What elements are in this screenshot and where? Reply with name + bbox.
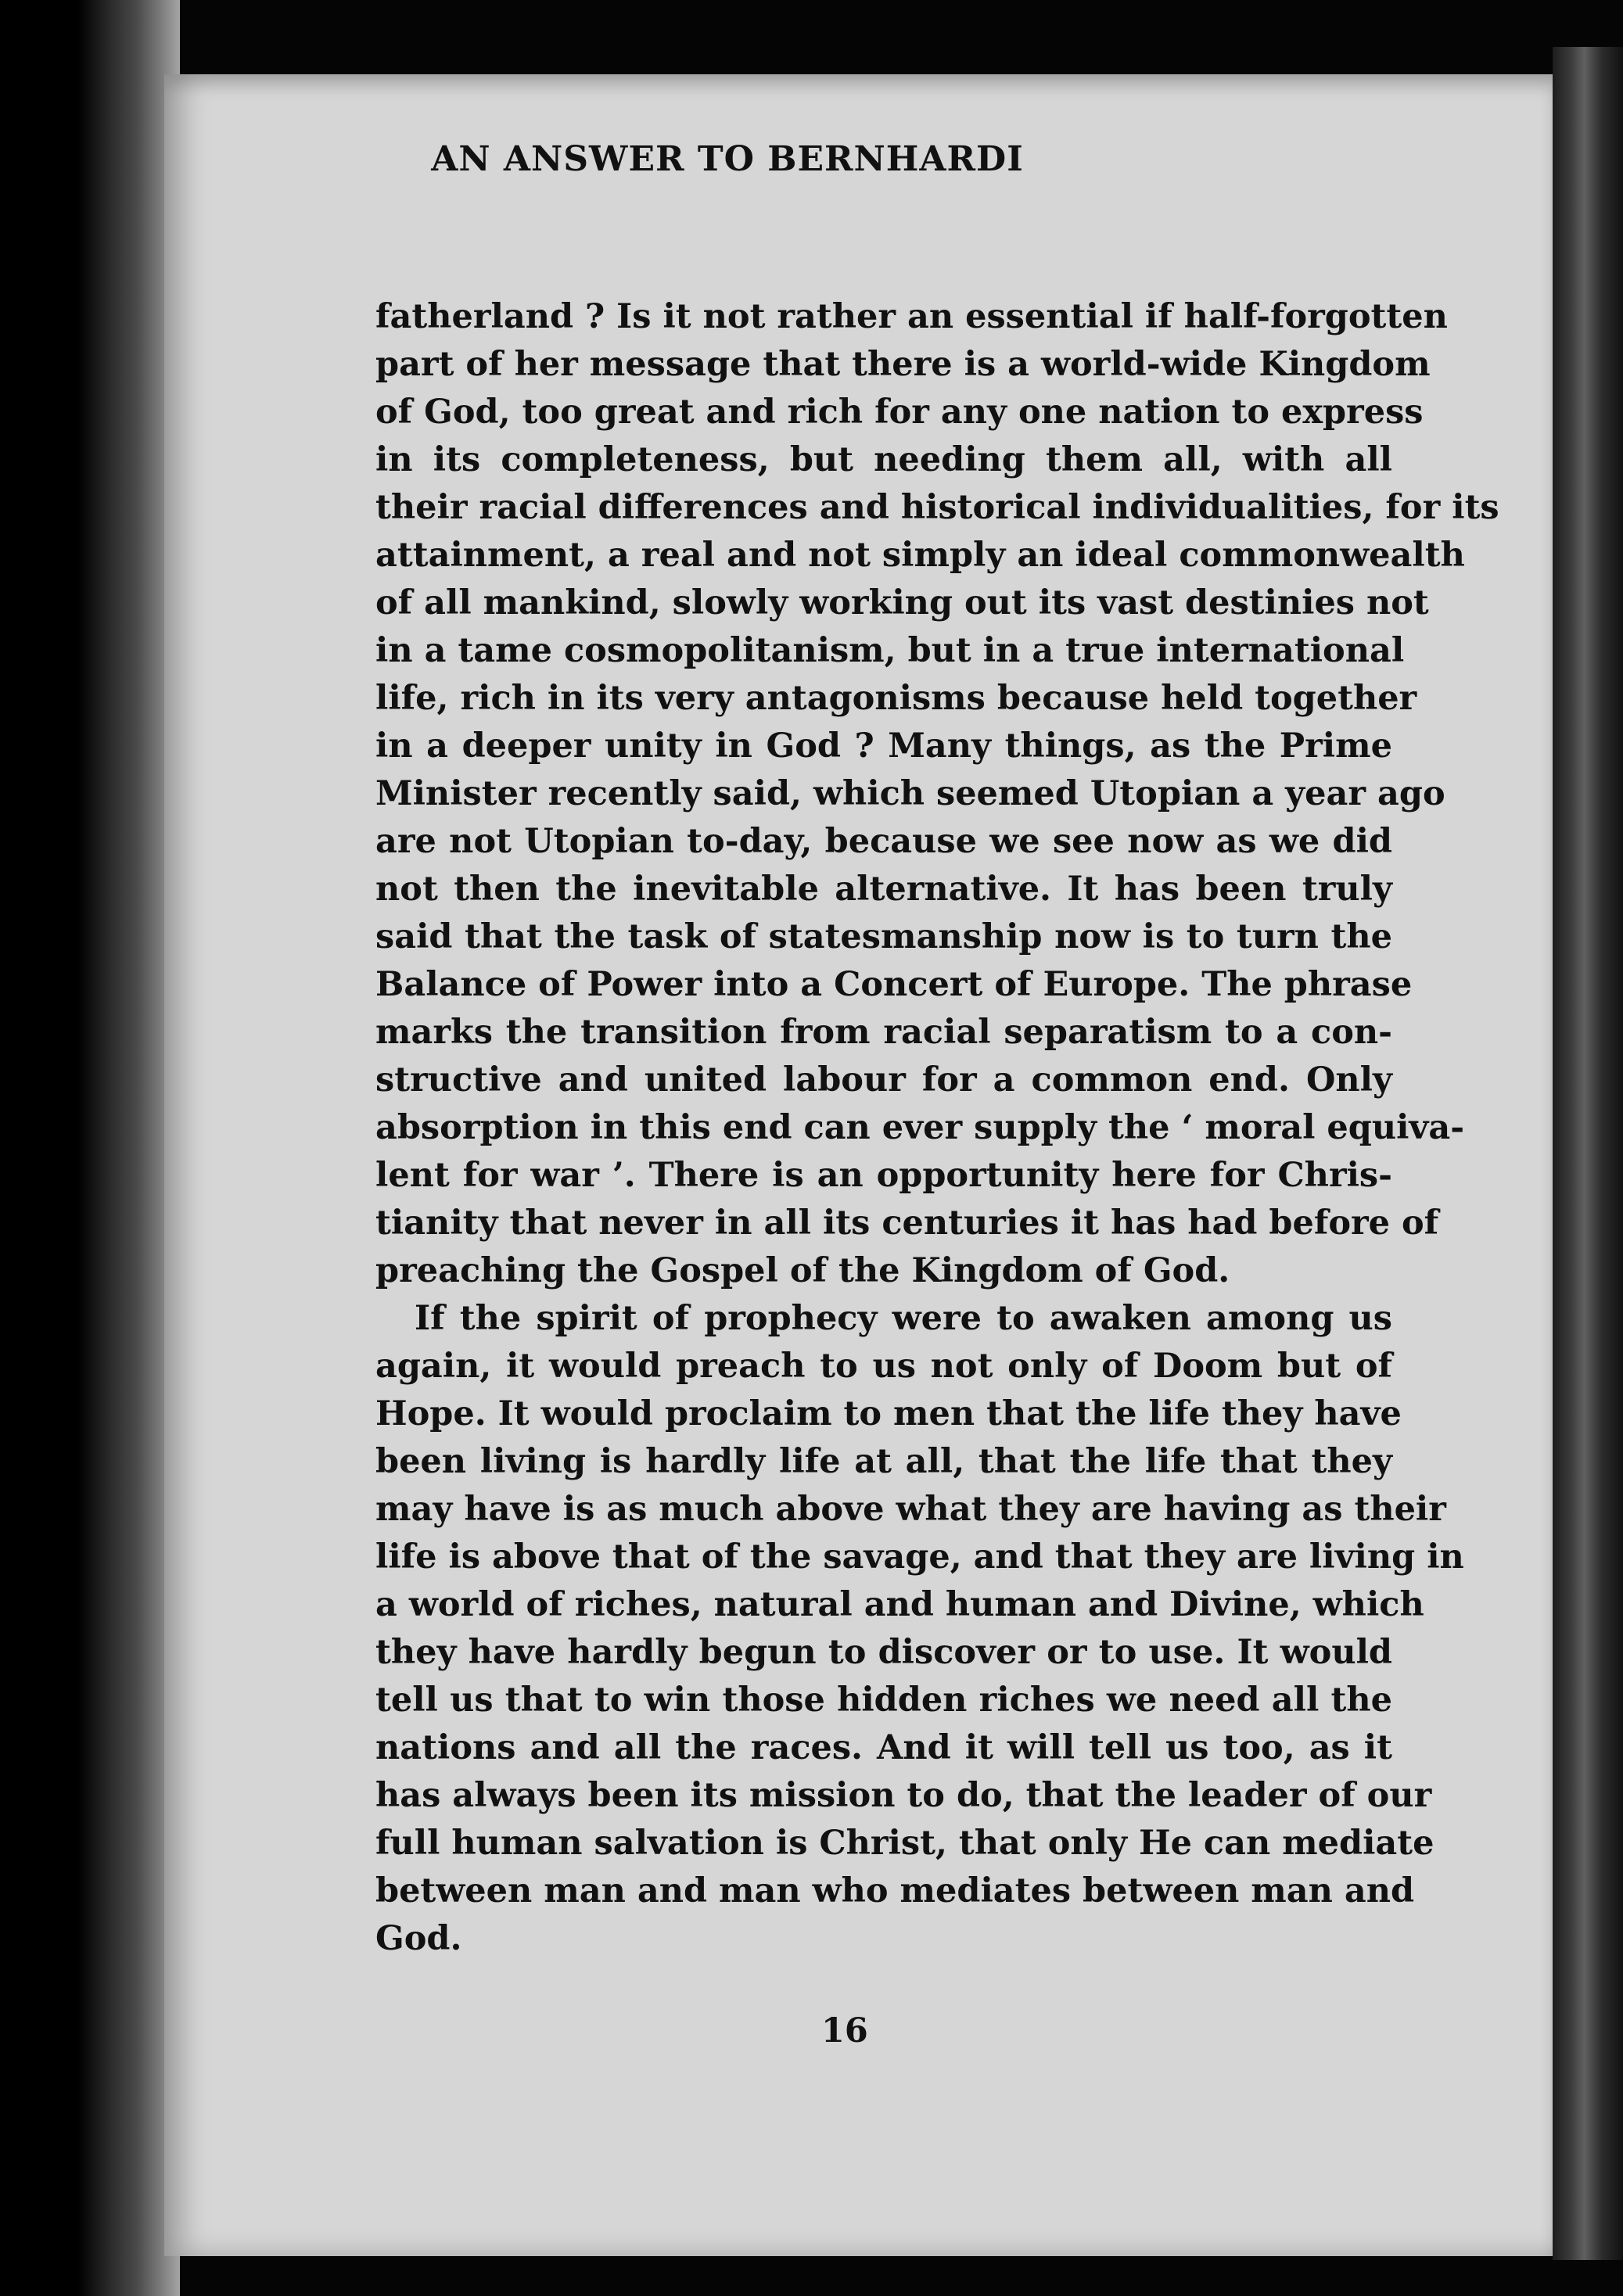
text-line: preaching the Gospel of the Kingdom of God. <box>375 1251 1230 1290</box>
scan-left-edge <box>0 0 180 2296</box>
text-line: may have is as much above what they are having as their <box>375 1490 1446 1529</box>
text-line: has always been its mission to do, that the leader of our <box>375 1776 1432 1815</box>
text-line: their racial differences and historical individualities, for its <box>375 488 1499 527</box>
text-line: nations and all the races. And it will tell us too, as it <box>375 1728 1392 1767</box>
text-line: life is above that of the savage, and that they are living in <box>375 1537 1464 1577</box>
text-line: of God, too great and rich for any one nation to express <box>375 393 1424 432</box>
text-line: been living is hardly life at all, that the life that they <box>375 1442 1392 1481</box>
text-line: tianity that never in all its centuries it has had before of <box>375 1204 1439 1243</box>
text-line: absorption in this end can ever supply the ‘ moral equiva- <box>375 1108 1465 1147</box>
text-line: full human salvation is Christ, that only He can mediate <box>375 1824 1434 1863</box>
text-line: in its completeness, but needing them all, with all <box>375 440 1392 479</box>
text-line: part of her message that there is a world-wide Kingdom <box>375 345 1431 384</box>
body-text <box>375 293 1499 1963</box>
text-line: of all mankind, slowly working out its vast destinies not <box>375 583 1429 622</box>
text-line: tell us that to win those hidden riches we need all the <box>375 1681 1392 1720</box>
paragraph-2 <box>375 1295 1464 1963</box>
text-line: they have hardly begun to discover or to use. It would <box>375 1633 1392 1672</box>
text-line: lent for war ’. There is an opportunity here for Chris- <box>375 1156 1392 1195</box>
text-line: marks the transition from racial separatism to a con- <box>375 1013 1392 1052</box>
text-line: Minister recently said, which seemed Utopian a year ago <box>375 774 1445 813</box>
text-line: between man and man who mediates between man and <box>375 1871 1415 1910</box>
page-number: 16 <box>821 2011 868 2050</box>
text-line: said that the task of statesmanship now is to turn the <box>375 917 1392 956</box>
text-line: structive and united labour for a common end. Only <box>375 1060 1392 1100</box>
text-line: a world of riches, natural and human and Divine, which <box>375 1585 1424 1624</box>
text-line: God. <box>375 1919 462 1958</box>
text-line: in a deeper unity in God ? Many things, as the Prime <box>375 726 1392 766</box>
text-line: fatherland ? Is it not rather an essential if half-forgotten <box>375 297 1448 336</box>
text-line: Balance of Power into a Concert of Europe. The phrase <box>375 965 1413 1004</box>
text-line: are not Utopian to-day, because we see now as we did <box>375 822 1392 861</box>
scan-right-edge <box>1553 47 1623 2260</box>
text-line: in a tame cosmopolitanism, but in a true international <box>375 631 1405 670</box>
paragraph-1 <box>375 293 1499 1295</box>
text-line: not then the inevitable alternative. It has been truly <box>375 870 1392 909</box>
text-line: If the spirit of prophecy were to awaken among us <box>415 1299 1392 1338</box>
text-line: Hope. It would proclaim to men that the life they have <box>375 1394 1402 1433</box>
text-line: life, rich in its very antagonisms because held together <box>375 679 1417 718</box>
running-head: AN ANSWER TO BERNHARDI <box>431 139 1024 179</box>
text-line: attainment, a real and not simply an ideal commonwealth <box>375 536 1465 575</box>
text-line: again, it would preach to us not only of Doom but of <box>375 1347 1392 1386</box>
